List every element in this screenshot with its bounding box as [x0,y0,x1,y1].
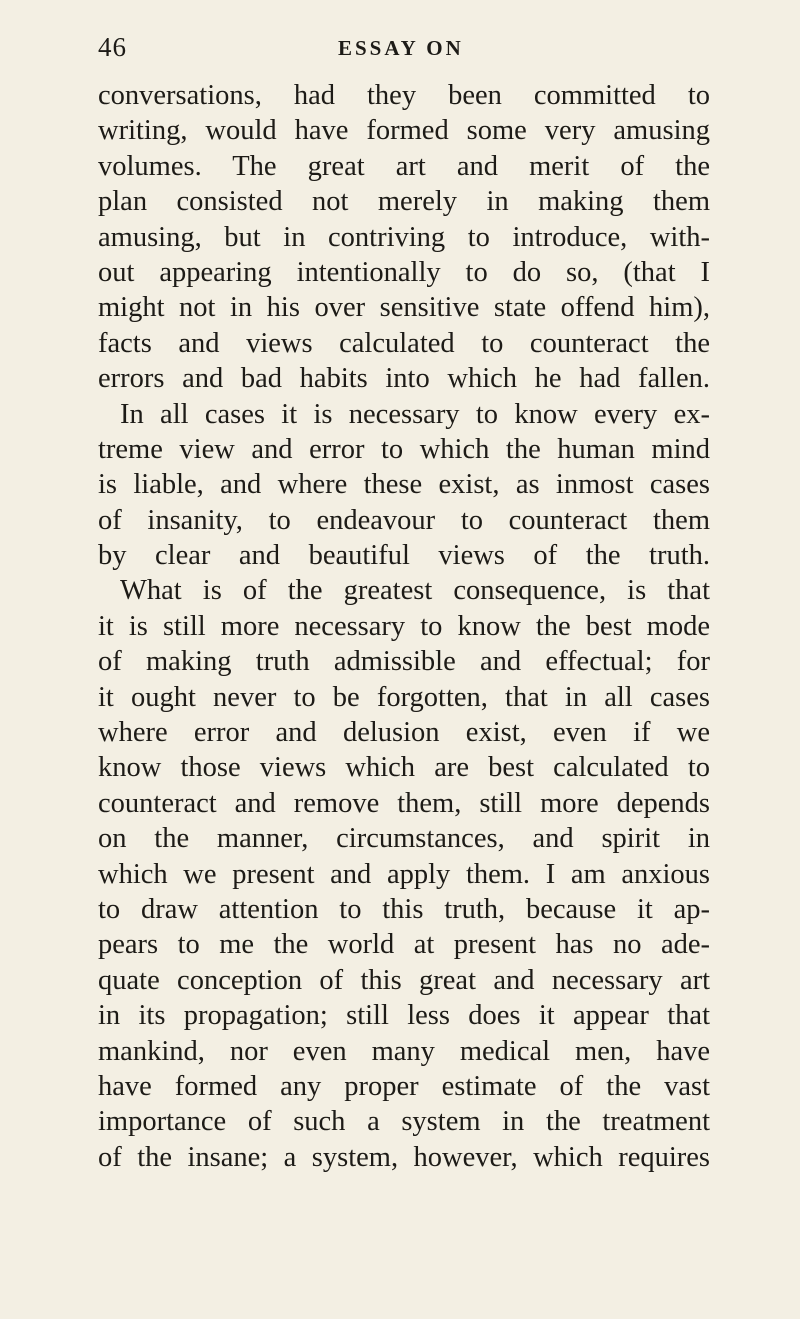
text-line: by clear and beautiful views of the truth. [98,540,710,572]
text-line: have formed any proper estimate of the vast [98,1070,710,1102]
text-line: on the manner, circumstances, and spirit in [98,823,710,855]
page-number: 46 [98,32,127,62]
paragraph-start-line: What is of the greatest consequence, is that [120,575,710,607]
text-line: of the insane; a system, however, which requires [98,1141,710,1173]
text-line: amusing, but in contriving to introduce, with- [98,221,710,253]
text-line: errors and bad habits into which he had fallen. [98,363,710,395]
text-line: importance of such a system in the treatment [98,1106,710,1138]
running-head: ESSAY ON [338,36,464,60]
text-line: where error and delusion exist, even if we [98,717,710,749]
text-line: of insanity, to endeavour to counteract them [98,504,710,536]
text-line: which we present and apply them. I am anxious [98,858,710,890]
text-line: it ought never to be forgotten, that in all cases [98,681,710,713]
body-text [98,78,710,1175]
text-line: know those views which are best calculated to [98,752,710,784]
text-line: mankind, nor even many medical men, have [98,1035,710,1067]
text-line: might not in his over sensitive state offend him), [98,292,710,324]
text-line: in its propagation; still less does it appear that [98,1000,710,1032]
text-line: it is still more necessary to know the best mode [98,610,710,642]
text-line: conversations, had they been committed to [98,80,710,111]
text-line: out appearing intentionally to do so, (that I [98,256,710,288]
text-line: volumes. The great art and merit of the [98,150,710,182]
paragraph-start-line: In all cases it is necessary to know every ex- [120,398,710,430]
text-line: is liable, and where these exist, as inmost cases [98,469,710,501]
text-line: counteract and remove them, still more depends [98,787,710,819]
text-line: facts and views calculated to counteract the [98,327,710,359]
text-line: plan consisted not merely in making them [98,186,710,218]
text-line: to draw attention to this truth, because it ap- [98,893,710,925]
text-line: quate conception of this great and necessary art [98,964,710,996]
text-line: treme view and error to which the human mind [98,433,710,465]
text-line: of making truth admissible and effectual; for [98,646,710,678]
text-line: writing, would have formed some very amusing [98,115,710,147]
page-header [98,30,710,64]
text-line: pears to me the world at present has no ade- [98,929,710,961]
